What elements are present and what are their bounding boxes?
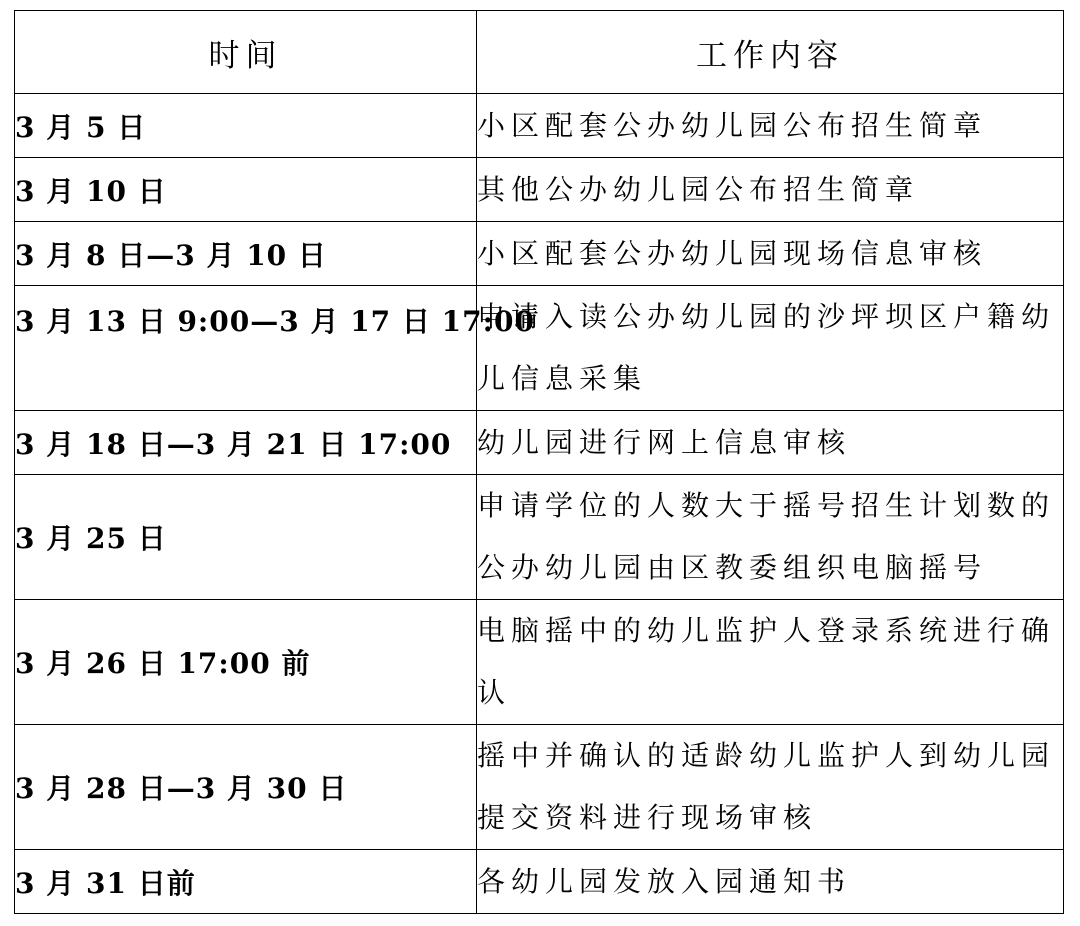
time-cell: 3 月 25 日 bbox=[15, 475, 477, 600]
work-cell: 摇中并确认的适龄幼儿监护人到幼儿园提交资料进行现场审核 bbox=[477, 725, 1064, 850]
work-cell: 申请学位的人数大于摇号招生计划数的公办幼儿园由区教委组织电脑摇号 bbox=[477, 475, 1064, 600]
time-cell: 3 月 5 日 bbox=[15, 94, 477, 158]
time-cell: 3 月 18 日—3 月 21 日 17:00 bbox=[15, 411, 477, 475]
time-column-header: 时间 bbox=[15, 11, 477, 94]
time-cell: 3 月 8 日—3 月 10 日 bbox=[15, 222, 477, 286]
table-row bbox=[15, 475, 1064, 600]
work-cell: 各幼儿园发放入园通知书 bbox=[477, 850, 1064, 914]
table-row bbox=[15, 411, 1064, 475]
time-cell: 3 月 26 日 17:00 前 bbox=[15, 600, 477, 725]
time-cell: 3 月 28 日—3 月 30 日 bbox=[15, 725, 477, 850]
work-cell: 电脑摇中的幼儿监护人登录系统进行确认 bbox=[477, 600, 1064, 725]
work-cell: 幼儿园进行网上信息审核 bbox=[477, 411, 1064, 475]
enrollment-schedule-table bbox=[14, 10, 1064, 914]
table-row bbox=[15, 850, 1064, 914]
work-cell: 小区配套公办幼儿园现场信息审核 bbox=[477, 222, 1064, 286]
table-row bbox=[15, 94, 1064, 158]
table-row bbox=[15, 222, 1064, 286]
time-cell: 3 月 31 日前 bbox=[15, 850, 477, 914]
work-column-header: 工作内容 bbox=[477, 11, 1064, 94]
table-row bbox=[15, 286, 1064, 411]
table-row bbox=[15, 158, 1064, 222]
time-cell: 3 月 13 日 9:00—3 月 17 日 17:00 bbox=[15, 286, 477, 411]
work-cell: 其他公办幼儿园公布招生简章 bbox=[477, 158, 1064, 222]
time-cell: 3 月 10 日 bbox=[15, 158, 477, 222]
table-row bbox=[15, 600, 1064, 725]
work-cell: 小区配套公办幼儿园公布招生简章 bbox=[477, 94, 1064, 158]
table-row bbox=[15, 725, 1064, 850]
table-header-row bbox=[15, 11, 1064, 94]
work-cell: 申请入读公办幼儿园的沙坪坝区户籍幼儿信息采集 bbox=[477, 286, 1064, 411]
